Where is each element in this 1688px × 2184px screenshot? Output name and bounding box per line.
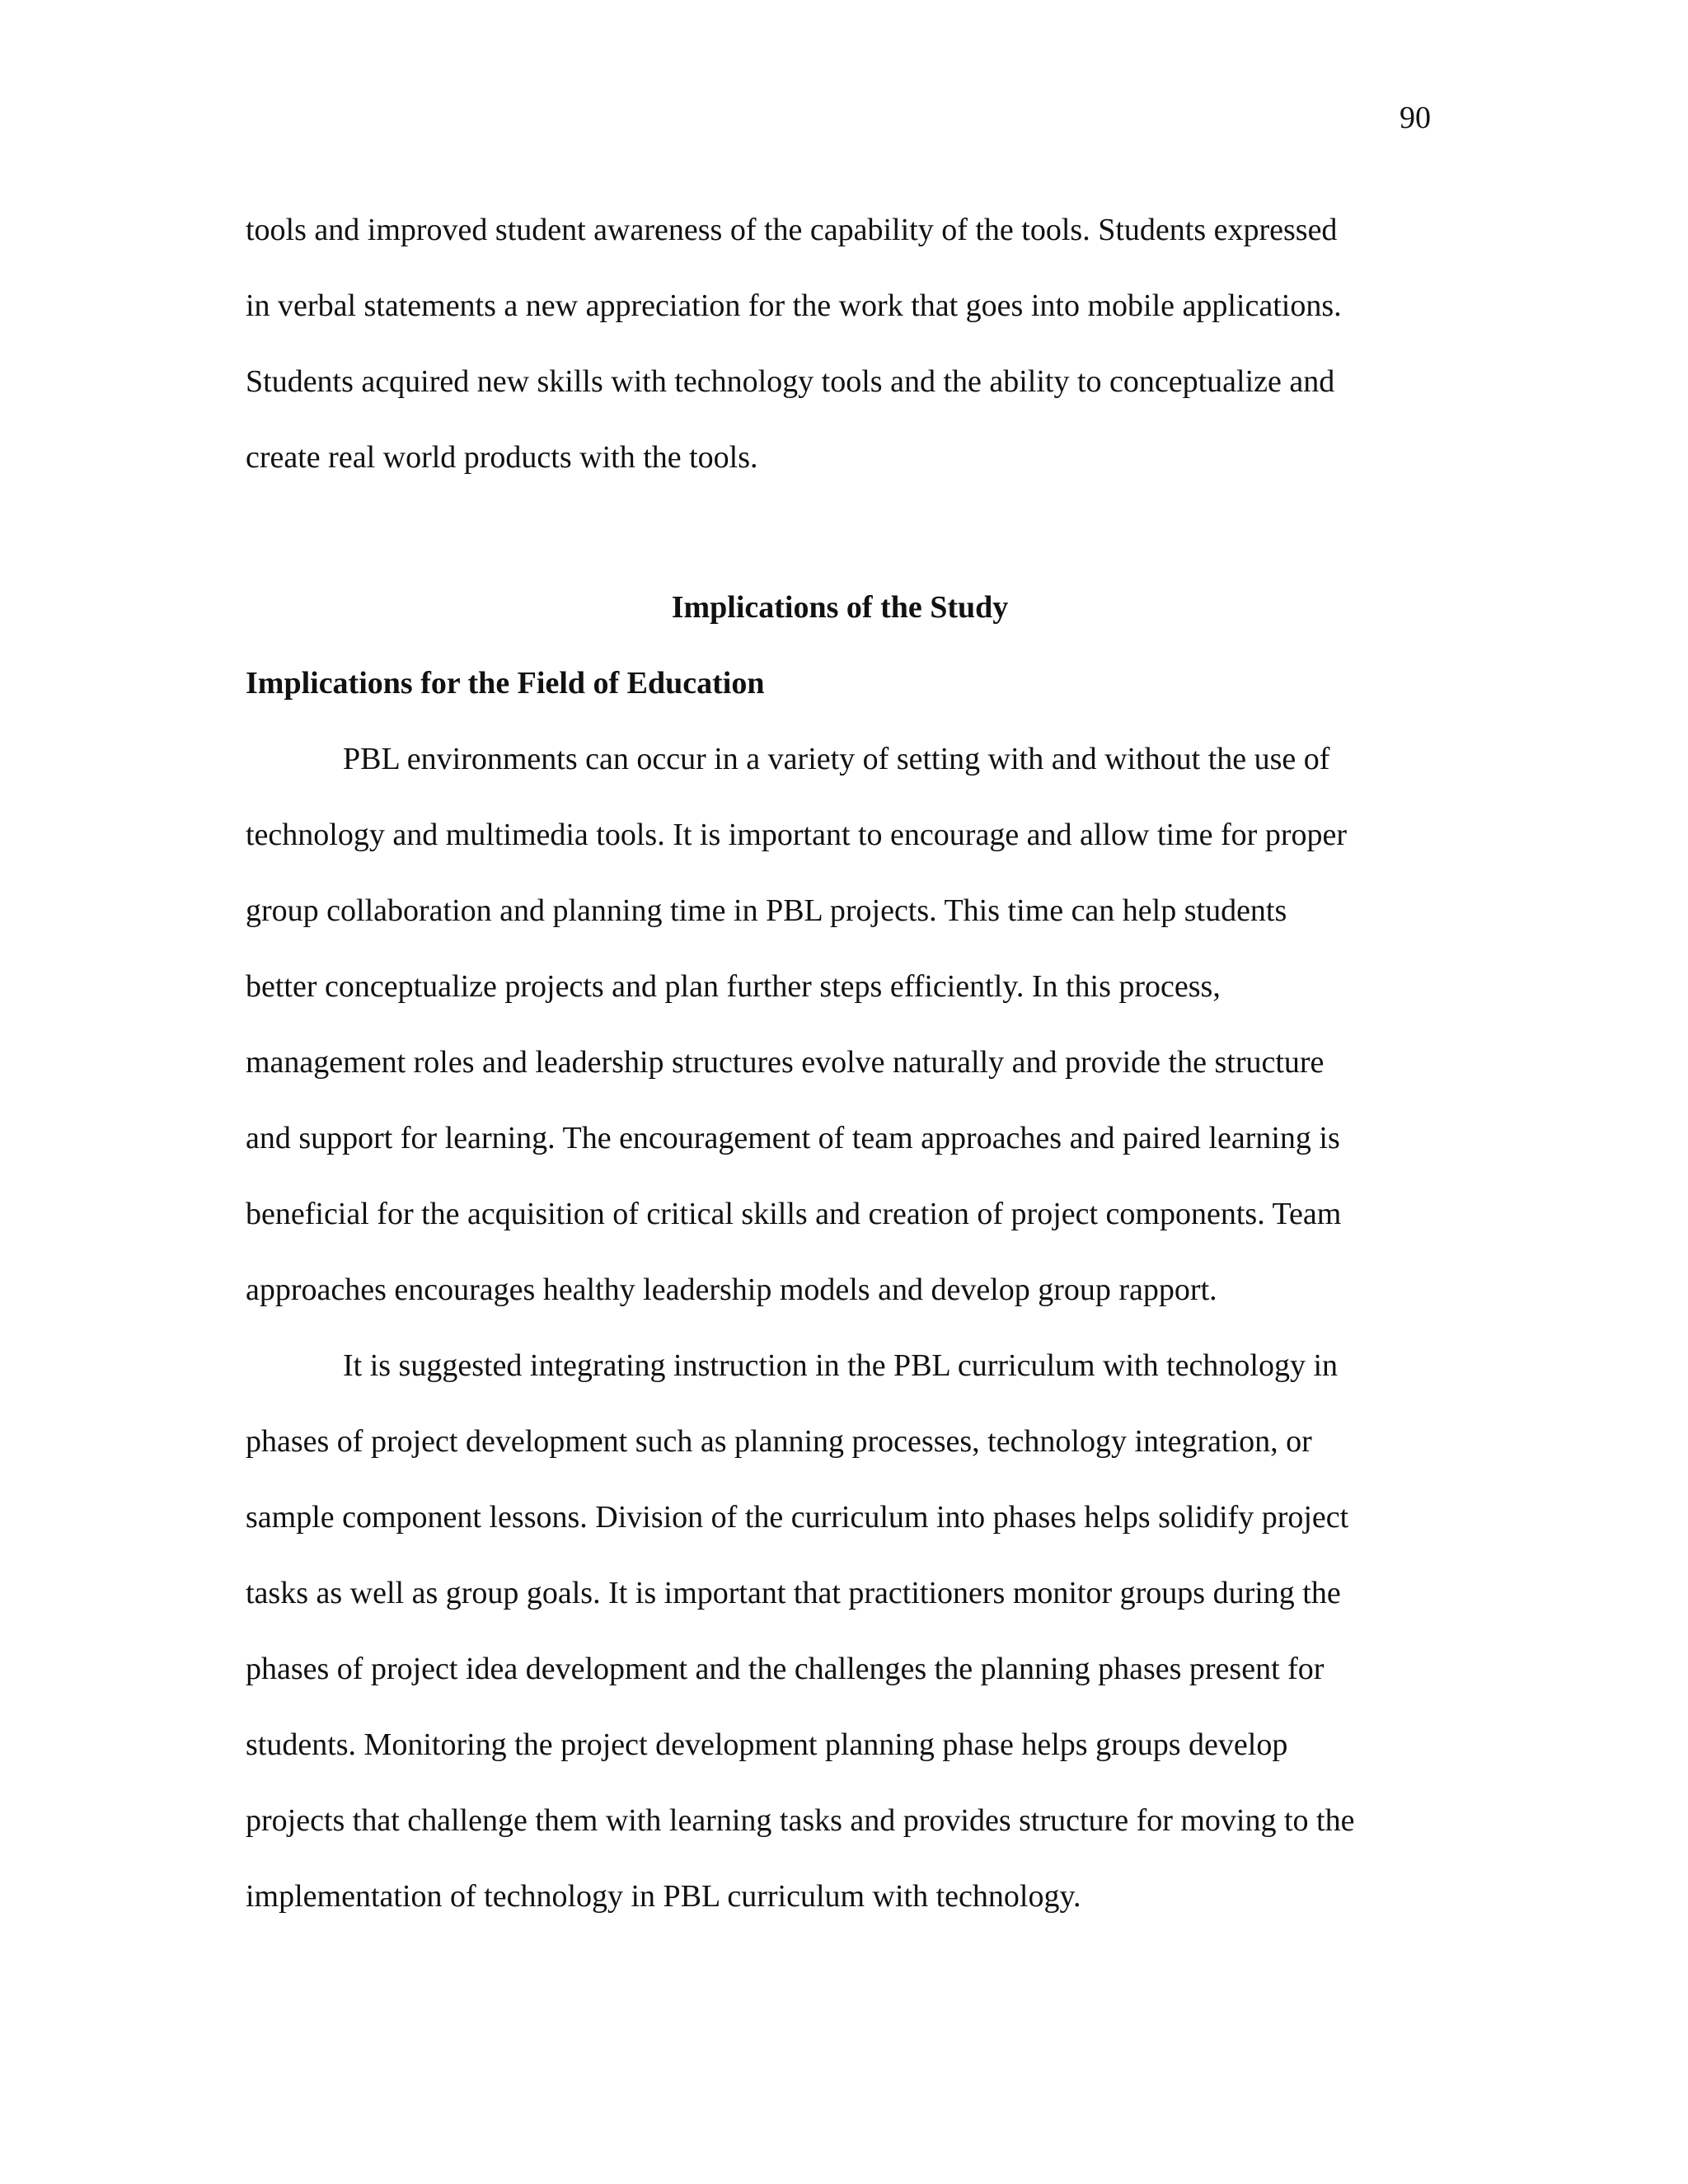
text-line: management roles and leadership structures evolve naturally and provide the structure xyxy=(246,1045,1325,1080)
page-number: 90 xyxy=(1400,101,1431,135)
text-line: tasks as well as group goals. It is important that practitioners monitor groups during the xyxy=(246,1576,1341,1610)
text-line: in verbal statements a new appreciation for the work that goes into mobile applications. xyxy=(246,288,1342,323)
text-line: students. Monitoring the project development planning phase helps groups develop xyxy=(246,1727,1288,1762)
text-line: technology and multimedia tools. It is important to encourage and allow time for proper xyxy=(246,818,1347,852)
text-line: implementation of technology in PBL curriculum with technology. xyxy=(246,1879,1081,1914)
section-heading: Implications of the Study xyxy=(671,590,1009,625)
paragraph-continued xyxy=(246,192,1434,495)
text-line: beneficial for the acquisition of critical skills and creation of project components. Team xyxy=(246,1197,1342,1231)
paragraph-2 xyxy=(246,1328,1434,1934)
subsection-heading: Implications for the Field of Education xyxy=(246,666,765,701)
text-line: group collaboration and planning time in PBL projects. This time can help students xyxy=(246,893,1287,928)
text-line: approaches encourages healthy leadership models and develop group rapport. xyxy=(246,1272,1217,1307)
text-line: phases of project idea development and the challenges the planning phases present for xyxy=(246,1652,1325,1686)
text-line: PBL environments can occur in a variety of setting with and without the use of xyxy=(343,742,1330,776)
text-line: tools and improved student awareness of the capability of the tools. Students expressed xyxy=(246,213,1338,247)
text-line: better conceptualize projects and plan further steps efficiently. In this process, xyxy=(246,969,1221,1004)
paragraph-1 xyxy=(246,721,1434,1328)
text-line: create real world products with the tools. xyxy=(246,440,758,475)
text-line: projects that challenge them with learning tasks and provides structure for moving to the xyxy=(246,1803,1355,1838)
text-line: and support for learning. The encouragement of team approaches and paired learning is xyxy=(246,1121,1340,1155)
section-gap xyxy=(246,495,1434,569)
body-text xyxy=(246,192,1434,1934)
text-line: Students acquired new skills with technology tools and the ability to conceptualize and xyxy=(246,364,1335,399)
text-line: phases of project development such as planning processes, technology integration, or xyxy=(246,1424,1312,1459)
text-line: It is suggested integrating instruction in the PBL curriculum with technology in xyxy=(343,1348,1339,1383)
text-line: sample component lessons. Division of the curriculum into phases helps solidify project xyxy=(246,1500,1349,1535)
